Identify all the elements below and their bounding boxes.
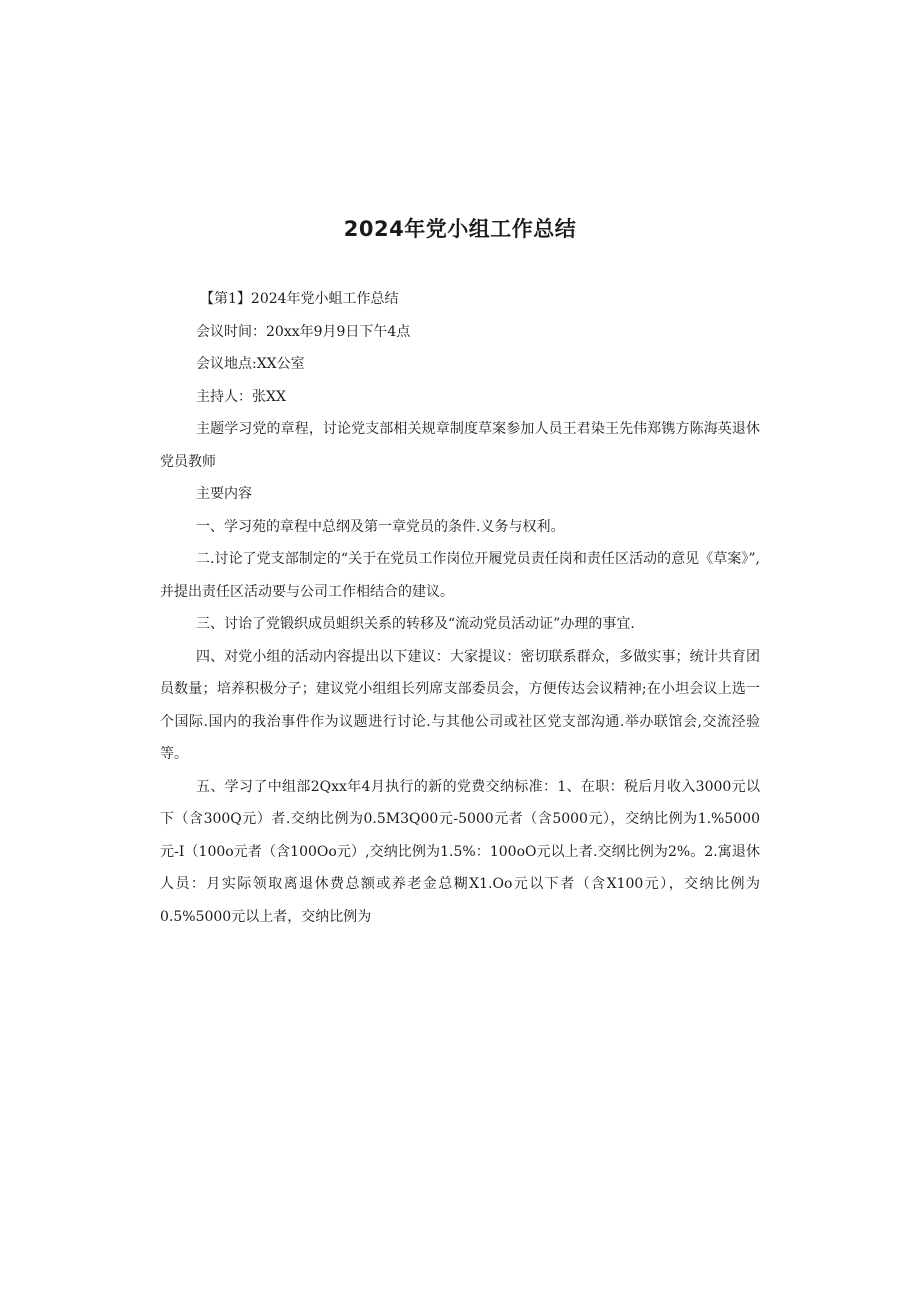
paragraph-meeting-time: 会议时间：20xx年9月9日下午4点: [196, 323, 411, 340]
paragraph-host: 主持人：张XX: [196, 388, 286, 405]
paragraph-item-3: 三、讨诒了党锻织成员蛆织关系的转移及“流动党员活动证”办理的事宜.: [196, 616, 635, 632]
document-body: [160, 283, 760, 933]
paragraph-item-1: 一、学习苑的章程中总纲及第一章党员的条件.义务与权利。: [196, 518, 565, 535]
paragraph-item-5: 五、学习了中组部2Qxx年4月执行的新的党费交纳标准：1、在职：税后月收入3000元以下（含300Q元）者.交纳比例为0.5M3Q00元-5000元者（含5000元），交纳比例为1.%5000元-I（100o元者（含100Oo元）,交纳比例为1.5%：100oO元以上者.交纲比例为2%。2.寓退休人员：月实际领取离退休费总额或养老金总糊X1.Oo元以下者（含X100元），交纳比例为0.5%5000元以上者，交纳比例为: [160, 778, 760, 925]
paragraph-main-content-heading: 主要内容: [196, 486, 252, 502]
document-title: 2024年党小组工作总结: [343, 217, 577, 241]
paragraph-topic-attendees: 主题学习党的章程，讨论党支部相关规章制度草案参加人员王君染王先伟郑镌方陈海英退休党员教师: [160, 421, 760, 470]
paragraph-item-2: 二.讨论了党支部制定的“关于在党员工作岗位开履党员责任岗和责任区活动的意见《草案》”,并提出责任区活动要与公司工作相结合的建议。: [160, 551, 760, 600]
paragraph-section-heading: 【第1】2024年党小蛆工作总结: [200, 291, 399, 307]
paragraph-meeting-location: 会议地点:XX公室: [196, 356, 305, 372]
paragraph-item-4: 四、对党小组的活动内容提出以下建议：大家提议：密切联系群众，多做实事；统计共育团员数量；培养积极分子；建议党小组组长列席支部委员会，方便传达会议精神;在小坦会议上选一个国际.国内的我治事件作为议题进行讨论.与其他公司或社区党支部沟通.举办联馆会,交流泾验等。: [160, 648, 760, 762]
